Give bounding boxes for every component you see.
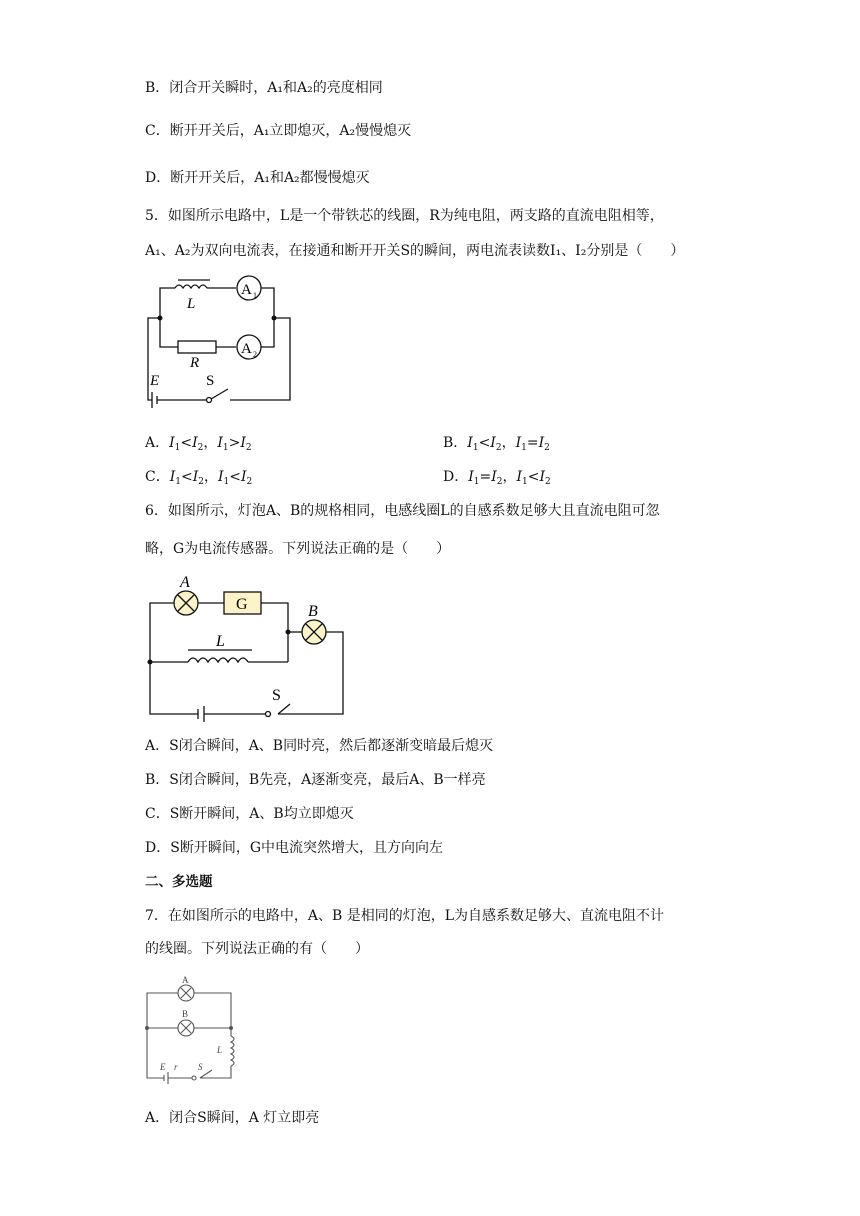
- q5-option-b: B．$I_1<I_2$，$I_1=I_2$: [443, 435, 550, 453]
- q7-fig-label-l: L: [217, 1045, 223, 1055]
- q5-fig-label-a1: A: [241, 282, 252, 298]
- q7-fig-label-r: r: [174, 1062, 178, 1072]
- q7-fig-label-s: S: [198, 1062, 203, 1072]
- q5-fig-label-a2: A: [241, 341, 252, 357]
- q5-option-c: C．$I_1<I_2$，$I_1<I_2$: [145, 469, 253, 487]
- q6-stem-line1: 6．如图所示，灯泡A、B的规格相同，电感线圈L的自感系数足够大且直流电阻可忽: [145, 503, 660, 519]
- q6-circuit-diagram: [140, 572, 350, 722]
- q6-option-a: A．S闭合瞬间，A、B同时亮，然后都逐渐变暗最后熄灭: [145, 738, 494, 754]
- q7-stem-line2: 的线圈。下列说法正确的有（ ）: [145, 941, 369, 957]
- q4-option-c: C．断开开关后，A₁立即熄灭，A₂慢慢熄灭: [145, 123, 412, 139]
- q7-fig-label-a: A: [182, 975, 189, 985]
- q5-fig-label-e: E: [150, 373, 160, 389]
- q5-option-a: A．$I_1<I_2$，$I_1>I_2$: [145, 435, 252, 453]
- q6-fig-label-g: G: [236, 596, 248, 613]
- q4-option-d: D．断开开关后，A₁和A₂都慢慢熄灭: [145, 170, 370, 186]
- svg-text:1: 1: [253, 291, 257, 300]
- q7-stem-line1: 7．在如图所示的电路中，A、B 是相同的灯泡，L为自感系数足够大、直流电阻不计: [145, 908, 665, 924]
- q6-stem-line2: 略，G为电流传感器。下列说法正确的是（ ）: [145, 541, 451, 557]
- q7-option-a: A．闭合S瞬间，A 灯立即亮: [145, 1110, 320, 1126]
- q6-fig-label-b: B: [308, 603, 318, 620]
- q7-fig-label-e: E: [160, 1062, 166, 1072]
- q6-fig-label-l: L: [216, 633, 225, 650]
- q5-circuit-diagram: [140, 270, 300, 410]
- q5-stem-line1: 5．如图所示电路中，L是一个带铁芯的线圈，R为纯电阻，两支路的直流电阻相等，: [145, 208, 664, 224]
- q6-fig-label-a: A: [180, 574, 190, 591]
- section-heading-multiple-choice: 二、多选题: [145, 874, 213, 890]
- svg-text:2: 2: [253, 350, 257, 359]
- q5-stem-line2: A₁、A₂为双向电流表，在接通和断开开关S的瞬间，两电流表读数I₁、I₂分别是（ ）: [145, 243, 685, 259]
- q6-option-d: D．S断开瞬间，G中电流突然增大，且方向向左: [145, 840, 443, 856]
- q5-fig-label-r: R: [190, 355, 200, 371]
- q5-fig-label-s: S: [206, 373, 215, 389]
- q6-option-c: C．S断开瞬间，A、B均立即熄灭: [145, 806, 354, 822]
- q7-fig-label-b: B: [182, 1009, 189, 1019]
- q5-fig-label-l: L: [187, 296, 196, 312]
- q7-circuit-diagram: [142, 975, 242, 1088]
- q5-option-d: D．$I_1=I_2$，$I_1<I_2$: [443, 469, 551, 487]
- q4-option-b: B．闭合开关瞬时，A₁和A₂的亮度相同: [145, 80, 383, 96]
- q6-option-b: B．S闭合瞬间，B先亮，A逐渐变亮，最后A、B一样亮: [145, 772, 486, 788]
- q6-fig-label-s: S: [272, 687, 281, 704]
